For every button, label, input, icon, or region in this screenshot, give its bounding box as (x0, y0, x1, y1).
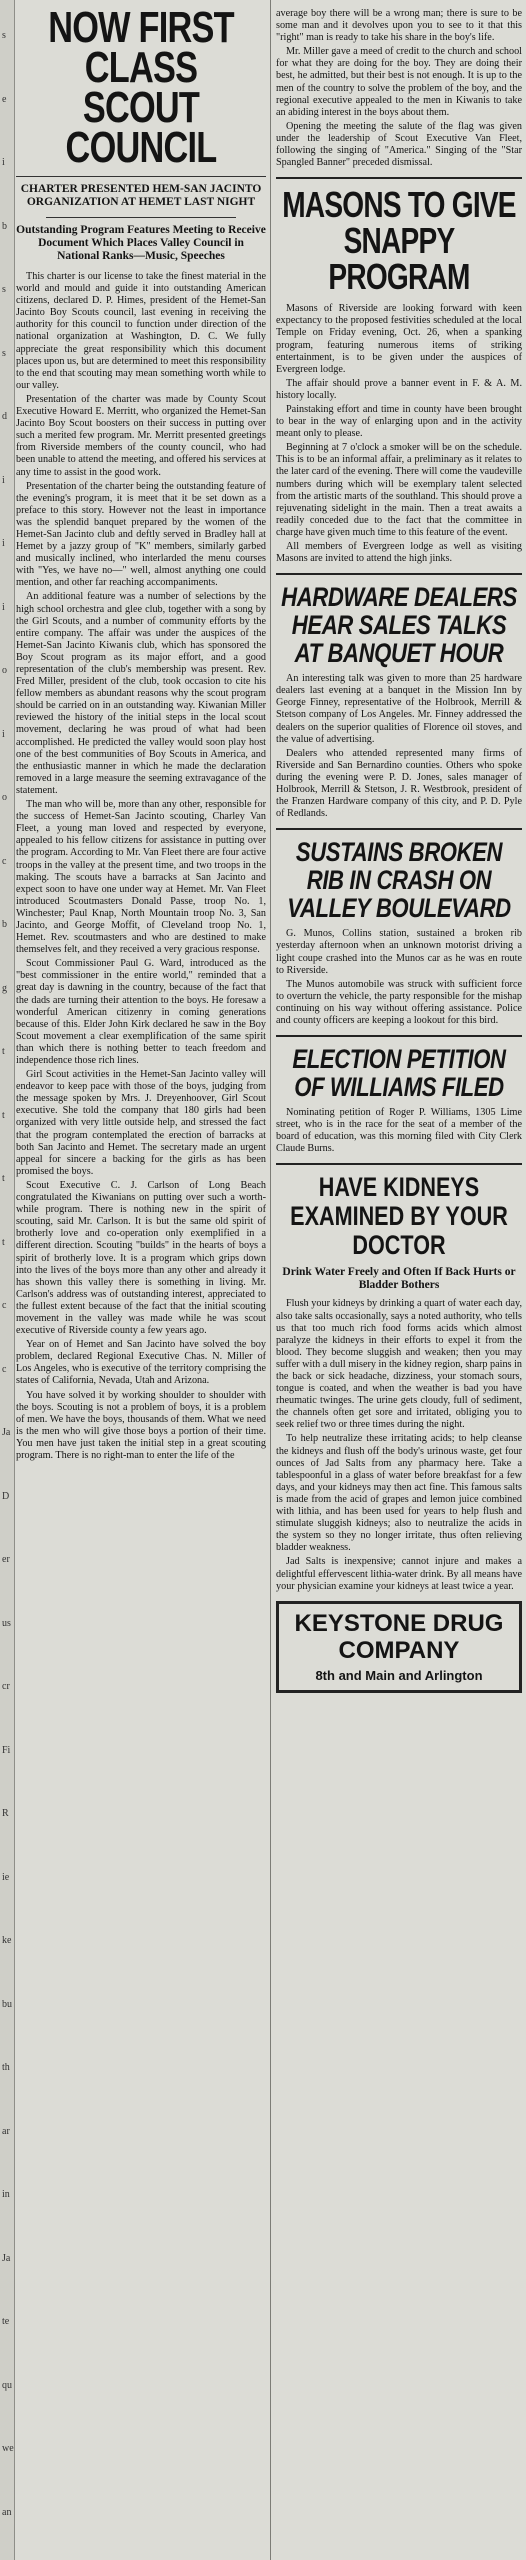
scout-cont-paragraph: Opening the meeting the salute of the flag was given under the leadership of Scout Executive Van Fleet, following the singing of "America." Singing of the "Star Spangled Banner" preceded dismissal. (276, 120, 522, 169)
section-rule (276, 828, 522, 830)
deck-rule (46, 217, 236, 218)
gutter-letter: i (2, 601, 5, 613)
headline-scout-line1: NOW FIRST CLASS (48, 3, 234, 92)
kidneys-paragraph: Flush your kidneys by drinking a quart of water each day, also take salts occasionally, says a noted authority, who tells us that too much rich food forms acids which almost paralyze the kidneys in their efforts to expel it from the blood. They become sluggish and weaken; then you may suffer with a dull misery in the kidney region, sharp pains in the back or sick headache, dizziness, your stomach sours, tongue is coated, and when the weather is bad you have rheumatic twinges. The urine gets cloudy, full of sediment, the channels often get sore and irritated, obliging you to seek relief two or three times during the night. (276, 1298, 522, 1431)
gutter-letter: an (2, 2506, 12, 2518)
right-column (276, 8, 522, 1693)
scout-paragraph: Scout Commissioner Paul G. Ward, introduced as the "best commissioner in the entire world," reminded that a great day is dawning in the country, because of the fact that the dads are turning their attention to the boys. He foresaw a wonderful American citizenry in coming generations because of this. Elder John Kirk declared he saw in the Boy Scout movement a clear exemplification of the same spirit than which there is nothing better to teach freedom and independence those rich lines. (16, 958, 266, 1066)
gutter-letter: c (2, 855, 7, 867)
headline-hardware: HARDWARE DEALERS HEAR SALES TALKS AT BANQUET HOUR (281, 582, 517, 669)
gutter-letter: s (2, 30, 6, 41)
gutter-letter: t (2, 1109, 5, 1121)
gutter-letter: in (2, 2189, 10, 2200)
gutter-letter: i (2, 474, 5, 486)
scout-cont-paragraph: average boy there will be a wrong man; there is sure to be some man and it devolves upon you to see to it that this "right" man is ready to take his share in the boy's life. (276, 8, 522, 44)
gutter-letter: D (2, 1490, 10, 1502)
scout-paragraph: You have solved it by working shoulder to shoulder with the boys. Scouting is not a problem of boys, it is a problem of men. We have the boys, thousands of them. What we need is the men who will give those boys a portion of their time. You men have just taken the initial step in a great scouting program. There is no right-man to enter the life of the (16, 1389, 266, 1461)
scout-paragraph: Girl Scout activities in the Hemet-San Jacinto valley will endeavor to keep pace with those of the boys, judging from the message spoken by Mrs. J. Dreyenhoover, Girl Scout executive. She told the company that 180 girls had been organized with very little outside help, and stressed the fact that the program contemplated the erection of barracks at both San Jacinto and Hemet. The secretary made an urgent appeal for sincere a backing for the girls as has been promised the boys. (16, 1069, 266, 1177)
election-paragraph: Nominating petition of Roger P. Williams, 1305 Lime street, who is in the race for the seat of a member of the board of education, was this morning filed with City Clerk Claude Burns. (276, 1107, 522, 1155)
sustains-article-body (276, 928, 522, 1027)
scout-article-body (16, 271, 266, 1462)
gutter-letter: e (2, 93, 7, 105)
headline-kidneys: HAVE KIDNEYS EXAMINED BY YOUR DOCTOR (290, 1172, 508, 1261)
gutter-letter: ie (2, 1871, 10, 1883)
headline-masons-line1: MASONS TO GIVE (282, 184, 516, 226)
scout-paragraph: The man who will be, more than any other, responsible for the success of Hemet-San Jacinto scouting, Charley Van Fleet, a young man loved and respected by everyone, appealed to his fellow citizens for assistance in putting over the program. According to Mr. Van Fleet there are four active troops in the valley at the present time, and two troops in the making. The scouts have a barracks at San Jacinto and expect soon to have one under way at Hemet. Mr. Van Fleet introduced Scoutmasters Donald Passe, troop No. 1, Winchester; Paul Knap, North Mountain troop No. 3, San Jacinto, and George Moffit, of Cleveland troop No. 1, Hemet. Rev. scoutmasters and who are destined to make themselves felt, and they received a very gracious response. (16, 799, 266, 956)
gutter-letter: o (2, 665, 7, 676)
headline-masons-line2: SNAPPY PROGRAM (328, 220, 470, 298)
masons-paragraph: Painstaking effort and time in county have been brought to bear in the way of enlarging upon and in the activity meant only to please. (276, 403, 522, 440)
gutter-letter: Ja (2, 1427, 11, 1438)
gutter-letter: t (2, 1236, 5, 1248)
section-rule (276, 1035, 522, 1037)
hardware-paragraph: Dealers who attended represented many firms of Riverside and San Bernardino counties. Others who spoke during the evening were P. D. Jones, sales manager of Holbrook, Merrill & Stetson, J. R. Westbrook, president of the Franzen Hardware company of this city, and P. D. Pyle of Redlands. (276, 747, 522, 820)
sustains-paragraph: The Munos automobile was struck with sufficient force to overturn the vehicle, the party responsible for the mishap continuing on his way without offering assistance. Police and county officers are keeping a lookout for this bird. (276, 978, 522, 1026)
kidneys-paragraph: Jad Salts is inexpensive; cannot injure and makes a delightful effervescent lithia-water drink. By all means have your physician examine your kidneys at least twice a year. (276, 1556, 522, 1592)
scout-paragraph: Presentation of the charter was made by County Scout Executive Howard E. Merritt, who organized the Hemet-San Jacinto Boy Scout boosters on their success in putting over such a merited few program. Mr. Merritt presented greetings from Riverside members of the county council, who had been unable to attend the meeting, and offered his services at any time to assist in the good work. (16, 393, 266, 478)
gutter-letter: te (2, 2316, 10, 2327)
hardware-paragraph: An interesting talk was given to more than 25 hardware dealers last evening at a banquet in the Mission Inn by George Finney, representative of the Holbrook, Merrill & Stetson company of Los Angeles. Mr. Finney addressed the dealers on the superior qualities of Florence oil stoves, and the value of advertising. (276, 673, 522, 745)
keystone-drug-advertisement (276, 1601, 522, 1693)
gutter-letter: b (2, 220, 7, 232)
headline-election: ELECTION PETITION OF WILLIAMS FILED (292, 1044, 506, 1103)
gutter-letter: ke (2, 1935, 12, 1946)
gutter-letter: s (2, 284, 6, 295)
sustains-paragraph: G. Munos, Collins station, sustained a broken rib yesterday afternoon when an unknown motorist driving a light coupe crashed into the Munos car as he was en route to Riverside. (276, 928, 522, 976)
section-rule (276, 1163, 522, 1165)
gutter-letter: c (2, 1363, 7, 1375)
masons-article-body (276, 303, 522, 565)
masons-paragraph: The affair should prove a banner event in F. & A. M. history locally. (276, 377, 522, 401)
headline-sustains: SUSTAINS BROKEN RIB IN CRASH ON VALLEY BOULEVARD (287, 837, 511, 924)
gutter-letter: R (2, 1808, 9, 1819)
gutter-letter: ar (2, 2125, 10, 2137)
scout-deck: CHARTER PRESENTED HEM-SAN JACINTO ORGANIZATION AT HEMET LAST NIGHT (16, 176, 266, 209)
left-margin-clipped-column (0, 0, 15, 2560)
scout-paragraph: Presentation of the charter being the outstanding feature of the evening's program, it is meet that it be set down as a preface to this story. However not the least in importance was the splendid banquet prepared by the women of the Hemet-San Jacinto club and deftly served in Bradley hall at Hemet by a jazzy group of "K" members, similarly garbed and musically inclined, who interlarded the menu courses with "Yes, we have no—" well, almost anything one could mention, and other far reaching accompaniments. (16, 480, 266, 589)
gutter-letter: Ja (2, 2252, 11, 2264)
hardware-article-body (276, 673, 522, 820)
gutter-letter: b (2, 919, 7, 930)
scout-cont-paragraph: Mr. Miller gave a meed of credit to the church and school for what they are doing for the boy. They are doing their best, he admitted, but their best is not enough. It is up to the men of the country to solve the problem of the boy, and the regional executive appealed to the men in Kiwanis to take an abiding interest in the boys about them. (276, 46, 522, 118)
scout-paragraph: Scout Executive C. J. Carlson of Long Beach congratulated the Kiwanians on putting over such a worth-while program. There is nothing new in the spirit of scouting, said Mr. Carlson. It is but the same old spirit of brotherly love and co-operation only exemplified in a different direction. Scouting "builds" in the hearts of boys a spirit of brotherly love. It is a program which grips down into the lives of the boys more than any other and already it has shown this valley there is something in living. Mr. Carlson's address was of outstanding interest, appreciated to the fullest extent because of the fact that the initial scouting movement in the valley was made while he was scout executive of Riverside county a few years ago. (16, 1179, 266, 1337)
gutter-letter: i (2, 157, 5, 168)
gutter-letter: qu (2, 2379, 12, 2391)
gutter-letter: bu (2, 1998, 12, 2010)
gutter-letter: er (2, 1554, 10, 1565)
gutter-letter: t (2, 1046, 5, 1057)
headline-scout-line2: SCOUT COUNCIL (65, 83, 217, 172)
gutter-letter: i (2, 728, 5, 740)
kidneys-paragraph: To help neutralize these irritating acids; to help cleanse the kidneys and flush off the body's urinous waste, get four ounces of Jad Salts from any pharmacy here. Take a tablespoonful in a glass of water before breakfast for a few days, and your kidneys may then act fine. This famous salts is made from the acid of grapes and lemon juice combined with lithia, and has been used for years to help flush and stimulate sluggish kidneys; also to neutralize the acids in the system so they no longer irritate, thus often relieving bladder weakness. (276, 1433, 522, 1554)
section-rule (276, 573, 522, 575)
gutter-letter: c (2, 1300, 7, 1311)
gutter-letter: t (2, 1173, 5, 1184)
gutter-letter: i (2, 538, 5, 549)
gutter-letter: d (2, 411, 7, 422)
masons-paragraph: All members of Evergreen lodge as well as visiting Masons are invited to attend the high jinks. (276, 541, 522, 565)
gutter-letter: cr (2, 1681, 10, 1692)
scout-paragraph: An additional feature was a number of selections by the high school orchestra and glee club, together with a song by the Girl Scouts, and a number of community efforts by the entire company. The affair was under the auspices of the Hemet-San Jacinto Kiwanis club, which has sponsored the Boy Scout program as its major effort, and a good representation of the club's membership was present. Rev. Fred Miller, president of the club, took occasion to cite his fellow members as abundant reasons why the scout program should be carried on in an outstanding way. Kiwanian Miller reviewed the history of the initial steps in the local scout movement, declaring he was proud of what had been accomplished. He predicted the valley would soon play host one of the best communities of Boy Scouts in America, and the enthusiastic manner in which he made the declaration removed in a large measure the seeming extravagance of the statement. (16, 591, 266, 796)
ad-title: KEYSTONE DRUG COMPANY (294, 1609, 504, 1664)
scout-continuation (276, 8, 522, 169)
masons-paragraph: Masons of Riverside are looking forward with keen expectancy to the proposed festivities scheduled at the local Temple on Friday evening, Oct. 26, when a spanking program, featuring numerous items of striking entertainment, is to be given under the auspices of Evergreen lodge. (276, 303, 522, 375)
ad-address: 8th and Main and Arlington (315, 1667, 483, 1683)
kidneys-subdeck: Drink Water Freely and Often If Back Hurts or Bladder Bothers (282, 1266, 516, 1292)
masons-paragraph: Beginning at 7 o'clock a smoker will be on the schedule. This is to be an informal affair, a preliminary as it relates to the later card of the evening. There will come the vaudeville numbers during which will be exemplary talent selected from the artistic marts of the southland. This should prove a rejuvenating sidelight in the main. Then a treat awaits a readily conceded due to the fact that the committee in charge have given much time to this feature of the event. (276, 442, 522, 538)
gutter-letter: Fi (2, 1744, 11, 1756)
column-divider (270, 0, 271, 2560)
scout-paragraph: This charter is our license to take the finest material in the world and mould and guide it into outstanding American citizens, declared D. P. Himes, president of the Hemet-San Jacinto Boy Scouts council, last evening in receiving the authority for this council to function under direction of the national organization at Washington, D. C. We fully appreciate the great responsibility which this document places upon us, but are determined to meet this responsibility to the end that scouting may mean something worth while to our valley. (16, 271, 266, 391)
election-article-body (276, 1107, 522, 1155)
gutter-letter: we (2, 2443, 14, 2454)
scout-subdeck: Outstanding Program Features Meeting to Receive Document Which Places Valley Council in National Ranks—Music, Speeches (16, 224, 266, 262)
gutter-letter: o (2, 792, 7, 803)
gutter-letter: g (2, 982, 7, 994)
gutter-letter: th (2, 2062, 10, 2073)
section-rule (276, 177, 522, 179)
gutter-letter: s (2, 347, 6, 359)
gutter-letter: us (2, 1617, 11, 1629)
left-column (16, 3, 266, 1468)
scout-paragraph: Year on of Hemet and San Jacinto have solved the boy problem, declared Regional Executive Chas. N. Miller of Los Angeles, who is executive of the territory comprising the states of California, Nevada, Utah and Arizona. (16, 1339, 266, 1387)
kidneys-article-body (276, 1298, 522, 1592)
